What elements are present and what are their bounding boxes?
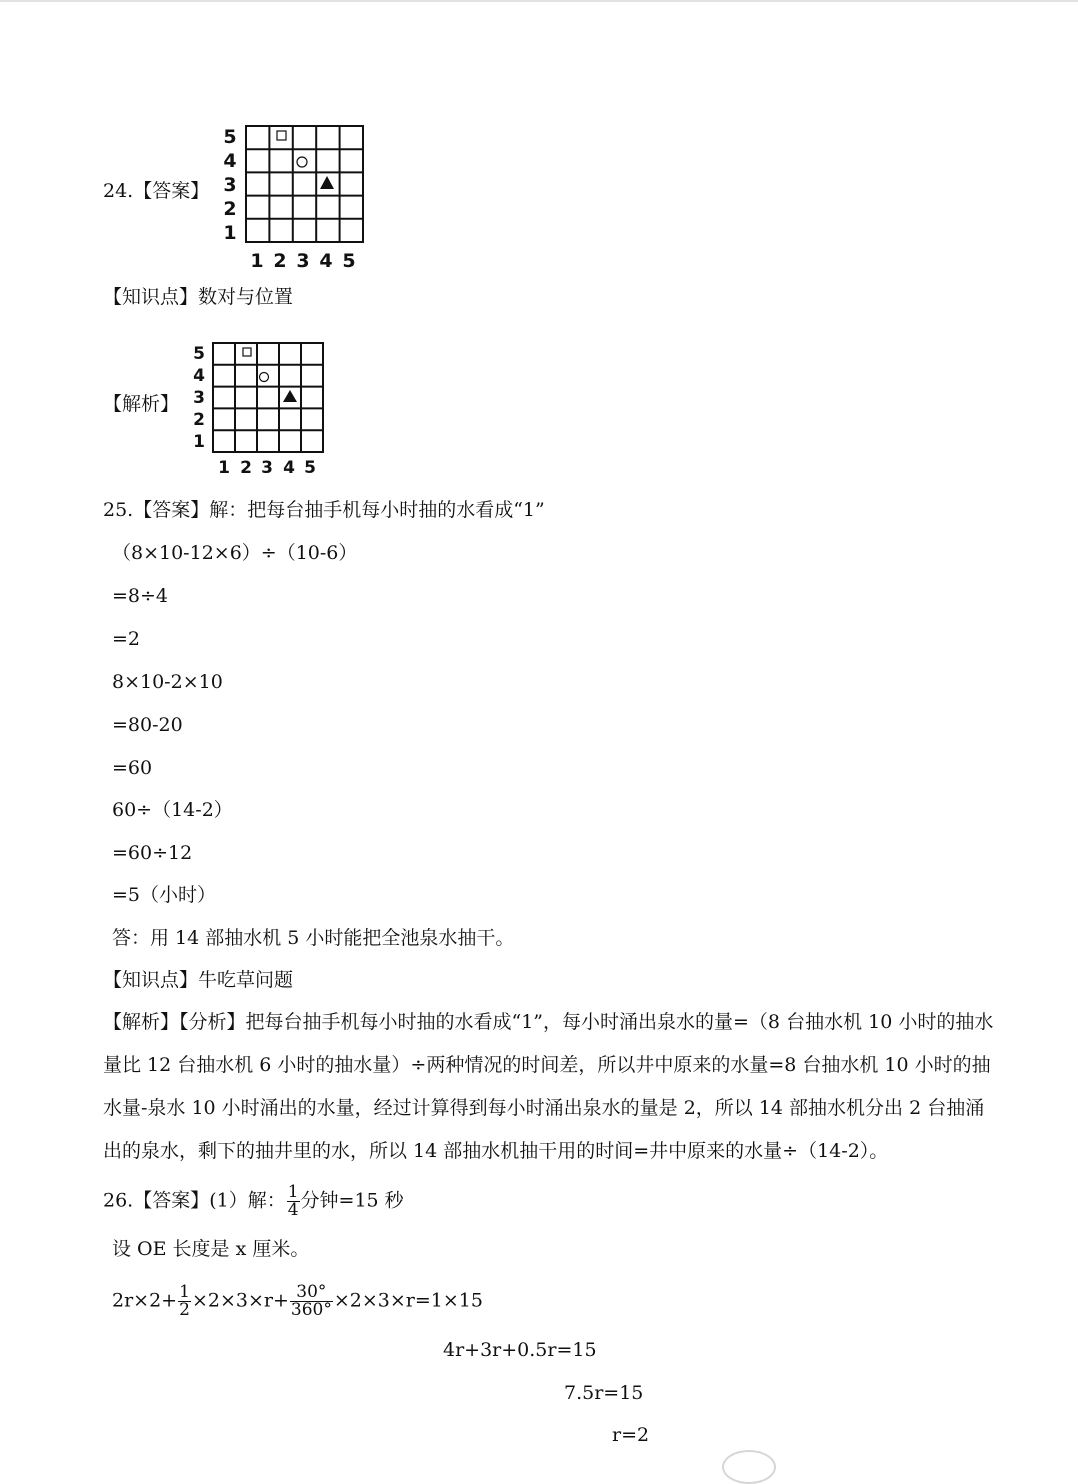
top-border bbox=[0, 0, 1078, 2]
x-label: 3 bbox=[261, 458, 273, 478]
eq-part: 2r×2+ bbox=[112, 1289, 178, 1312]
q25-step: （8×10-12×6）÷（10-6） bbox=[112, 542, 358, 564]
q25-answer: 25.【答案】解：把每台抽手机每小时抽的水看成“1” bbox=[103, 499, 545, 521]
q25-step: =8÷4 bbox=[112, 585, 169, 607]
q24-analysis-grid bbox=[186, 340, 331, 478]
q26-answer-suffix: 分钟=15 秒 bbox=[300, 1189, 404, 1212]
y-label: 1 bbox=[223, 222, 237, 244]
square-marker bbox=[277, 131, 286, 140]
q25-analysis-line: 出的泉水，剩下的抽井里的水，所以 14 部抽水机抽干用的时间=井中原来的水量÷（14-2）。 bbox=[103, 1140, 889, 1162]
q24-analysis-label: 【解析】 bbox=[103, 393, 180, 415]
q26-answer bbox=[103, 1184, 404, 1219]
q25-step: =60 bbox=[112, 757, 153, 779]
x-label: 4 bbox=[283, 458, 295, 478]
x-label: 5 bbox=[342, 250, 356, 272]
x-label: 2 bbox=[240, 458, 252, 478]
fraction-one-half: $\frac{1}{2}$ bbox=[179, 1282, 190, 1320]
q24-knowledge: 【知识点】数对与位置 bbox=[103, 286, 294, 308]
q25-analysis-line: 量比 12 台抽水机 6 小时的抽水量）÷两种情况的时间差，所以井中原来的水量=8 台抽水机 10 小时的抽 bbox=[103, 1054, 991, 1076]
triangle-marker bbox=[283, 390, 297, 402]
q25-analysis-line: 水量-泉水 10 小时涌出的水量，经过计算得到每小时涌出泉水的量是 2，所以 14 部抽水机分出 2 台抽涌 bbox=[103, 1097, 985, 1119]
y-label: 4 bbox=[193, 366, 205, 386]
square-marker bbox=[243, 348, 251, 356]
q26-equation bbox=[112, 1284, 483, 1319]
x-label: 1 bbox=[218, 458, 230, 478]
x-label: 3 bbox=[296, 250, 310, 272]
triangle-marker bbox=[320, 176, 334, 189]
q26-let: 设 OE 长度是 x 厘米。 bbox=[112, 1238, 310, 1260]
q25-analysis-line: 【解析】【分析】把每台抽手机每小时抽的水看成“1”，每小时涌出泉水的量=（8 台抽水机 10 小时的抽水 bbox=[103, 1011, 994, 1033]
q25-step: 60÷（14-2） bbox=[112, 799, 233, 821]
q25-step: =5（小时） bbox=[112, 884, 217, 906]
fraction-one-quarter: $\frac{1}{4}$ bbox=[287, 1182, 299, 1220]
x-label: 1 bbox=[250, 250, 264, 272]
circle-marker bbox=[260, 373, 269, 382]
q25-step: 8×10-2×10 bbox=[112, 671, 223, 693]
q25-step: =80-20 bbox=[112, 714, 183, 736]
q26-step: 4r+3r+0.5r=15 bbox=[443, 1339, 597, 1361]
q25-step: =2 bbox=[112, 628, 141, 650]
y-label: 1 bbox=[193, 432, 205, 452]
x-label: 2 bbox=[273, 250, 287, 272]
q24-answer-grid bbox=[218, 122, 368, 272]
q26-step: 7.5r=15 bbox=[564, 1382, 644, 1404]
eq-part: ×2×3×r=1×15 bbox=[333, 1289, 483, 1312]
q25-conclusion: 答：用 14 部抽水机 5 小时能把全池泉水抽干。 bbox=[112, 927, 515, 949]
x-label: 4 bbox=[319, 250, 333, 272]
x-label: 5 bbox=[304, 458, 316, 478]
y-label: 2 bbox=[193, 410, 205, 430]
circle-marker bbox=[297, 157, 307, 167]
eq-part: ×2×3×r+ bbox=[191, 1289, 289, 1312]
watermark-arc bbox=[722, 1450, 776, 1484]
y-label: 4 bbox=[223, 150, 237, 172]
y-label: 3 bbox=[223, 174, 237, 196]
q25-step: =60÷12 bbox=[112, 842, 193, 864]
q26-step: r=2 bbox=[612, 1424, 650, 1446]
y-label: 5 bbox=[223, 126, 237, 148]
y-label: 3 bbox=[193, 388, 205, 408]
q25-knowledge: 【知识点】牛吃草问题 bbox=[103, 969, 294, 991]
q26-answer-prefix: 26.【答案】(1）解： bbox=[103, 1189, 286, 1212]
q24-answer-label: 24.【答案】 bbox=[103, 180, 210, 202]
y-label: 2 bbox=[223, 198, 237, 220]
fraction-30-over-360: $\frac{30^\circ}{360^\circ}$ bbox=[290, 1282, 332, 1320]
y-label: 5 bbox=[193, 344, 205, 364]
